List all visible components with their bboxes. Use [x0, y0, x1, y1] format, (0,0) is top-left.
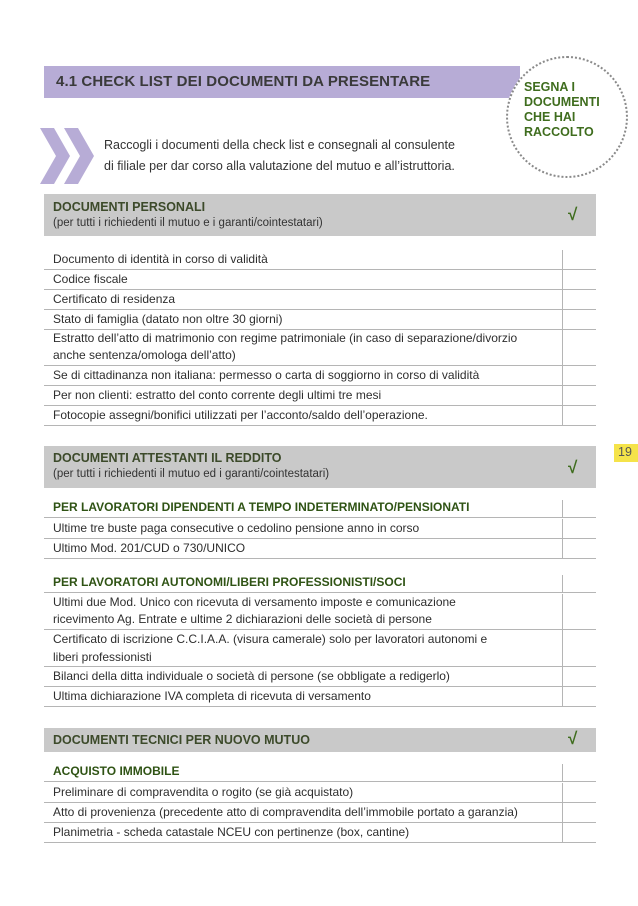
item-text: anche sentenza/omologa dell’atto) [53, 348, 236, 362]
checkbox-cell[interactable] [562, 764, 563, 781]
badge-line: RACCOLTO [524, 125, 594, 139]
checkbox-cell[interactable] [562, 630, 563, 666]
checkbox-cell[interactable] [562, 330, 563, 365]
checkbox-cell[interactable] [562, 366, 563, 385]
check-mark-icon: √ [568, 729, 578, 748]
item-text: Preliminare di compravendita o rogito (se già acquistato) [53, 785, 354, 799]
checkbox-cell[interactable] [562, 386, 563, 405]
section-title: DOCUMENTI PERSONALI [53, 200, 206, 214]
checklist-row [44, 594, 596, 630]
checkbox-cell[interactable] [562, 406, 563, 425]
section-title-bar [44, 66, 520, 98]
item-text: Codice fiscale [53, 272, 128, 286]
checkbox-cell[interactable] [562, 270, 563, 289]
checklist-row [44, 630, 596, 667]
checkbox-cell[interactable] [562, 575, 563, 592]
checkbox-cell[interactable] [562, 500, 563, 517]
section-header-personali [44, 194, 596, 236]
checkbox-cell[interactable] [562, 539, 563, 558]
item-text: Ultima dichiarazione IVA completa di ricevuta di versamento [53, 689, 371, 703]
item-text: Ultimi due Mod. Unico con ricevuta di versamento imposte e comunicazione [53, 595, 456, 609]
checklist-row [44, 310, 596, 330]
item-text: Ultimo Mod. 201/CUD o 730/UNICO [53, 541, 246, 555]
group-heading-rule [44, 781, 596, 782]
checklist-row [44, 250, 596, 270]
section-subtitle: (per tutti i richiedenti il mutuo e i garanti/cointestatari) [53, 217, 323, 229]
intro-text [104, 135, 499, 177]
group-heading: ACQUISTO IMMOBILE [53, 764, 180, 778]
checkbox-cell[interactable] [562, 290, 563, 309]
checkbox-cell[interactable] [562, 667, 563, 686]
checklist-row [44, 539, 596, 559]
badge-line: CHE HAI [524, 110, 576, 124]
checkbox-cell[interactable] [562, 594, 563, 629]
item-text: Documento di identità in corso di validità [53, 252, 268, 266]
checkbox-cell[interactable] [562, 687, 563, 706]
checklist-row [44, 406, 596, 426]
checklist-row [44, 290, 596, 310]
checklist-row [44, 823, 596, 843]
checklist-row [44, 330, 596, 366]
page-number-tab [614, 444, 638, 462]
checkbox-cell[interactable] [562, 250, 563, 269]
section-title: DOCUMENTI ATTESTANTI IL REDDITO [53, 451, 282, 465]
checkbox-cell[interactable] [562, 803, 563, 822]
checklist-row [44, 270, 596, 290]
item-text: Fotocopie assegni/bonifici utilizzati per l’acconto/saldo dell’operazione. [53, 408, 428, 422]
page-number: 19 [618, 445, 632, 459]
item-text: Per non clienti: estratto del conto corrente degli ultimi tre mesi [53, 388, 382, 402]
checklist-row [44, 667, 596, 687]
group-heading: PER LAVORATORI AUTONOMI/LIBERI PROFESSIONISTI/SOCI [53, 575, 406, 589]
check-mark-icon: √ [568, 205, 578, 224]
item-text: Planimetria - scheda catastale NCEU con pertinenze (box, cantine) [53, 825, 410, 839]
checklist-row [44, 386, 596, 406]
item-text: Certificato di residenza [53, 292, 176, 306]
intro-line: di filiale per dar corso alla valutazione del mutuo e all’istruttoria. [104, 159, 455, 173]
item-text: Atto di provenienza (precedente atto di compravendita dell’immobile portato a garanzia) [53, 805, 518, 819]
group-heading-rule [44, 517, 596, 518]
group-heading: PER LAVORATORI DIPENDENTI A TEMPO INDETERMINATO/PENSIONATI [53, 500, 470, 514]
item-text: ricevimento Ag. Entrate e ultime 2 dichiarazioni delle società di persone [53, 612, 432, 626]
section-title: DOCUMENTI TECNICI PER NUOVO MUTUO [53, 733, 310, 747]
item-text: Certificato di iscrizione C.C.I.A.A. (visura camerale) solo per lavoratori autonomi e [53, 632, 488, 646]
checkbox-cell[interactable] [562, 823, 563, 842]
checklist-badge [506, 56, 628, 178]
item-text: Estratto dell’atto di matrimonio con regime patrimoniale (in caso di separazione/divorzio [53, 331, 518, 345]
checklist-row [44, 519, 596, 539]
checklist-row [44, 783, 596, 803]
double-chevron-icon [40, 128, 98, 184]
intro-line: Raccogli i documenti della check list e consegnali al consulente [104, 138, 455, 152]
badge-line: DOCUMENTI [524, 95, 600, 109]
checkbox-cell[interactable] [562, 783, 563, 802]
section-header-reddito [44, 446, 596, 488]
item-text: Bilanci della ditta individuale o società di persone (se obbligate a redigerlo) [53, 669, 450, 683]
item-text: Ultime tre buste paga consecutive o cedolino pensione anno in corso [53, 521, 420, 535]
checklist-row [44, 366, 596, 386]
checklist-row [44, 803, 596, 823]
checkbox-cell[interactable] [562, 519, 563, 538]
check-mark-icon: √ [568, 458, 578, 477]
section-header-tecnici [44, 728, 596, 752]
item-text: Se di cittadinanza non italiana: permesso o carta di soggiorno in corso di validità [53, 368, 480, 382]
item-text: liberi professionisti [53, 650, 152, 664]
checkbox-cell[interactable] [562, 310, 563, 329]
checklist-row [44, 687, 596, 707]
page-title: 4.1 CHECK LIST DEI DOCUMENTI DA PRESENTARE [56, 73, 431, 90]
group-heading-rule [44, 592, 596, 593]
item-text: Stato di famiglia (datato non oltre 30 giorni) [53, 312, 283, 326]
badge-line: SEGNA I [524, 80, 575, 94]
section-subtitle: (per tutti i richiedenti il mutuo ed i garanti/cointestatari) [53, 468, 330, 480]
